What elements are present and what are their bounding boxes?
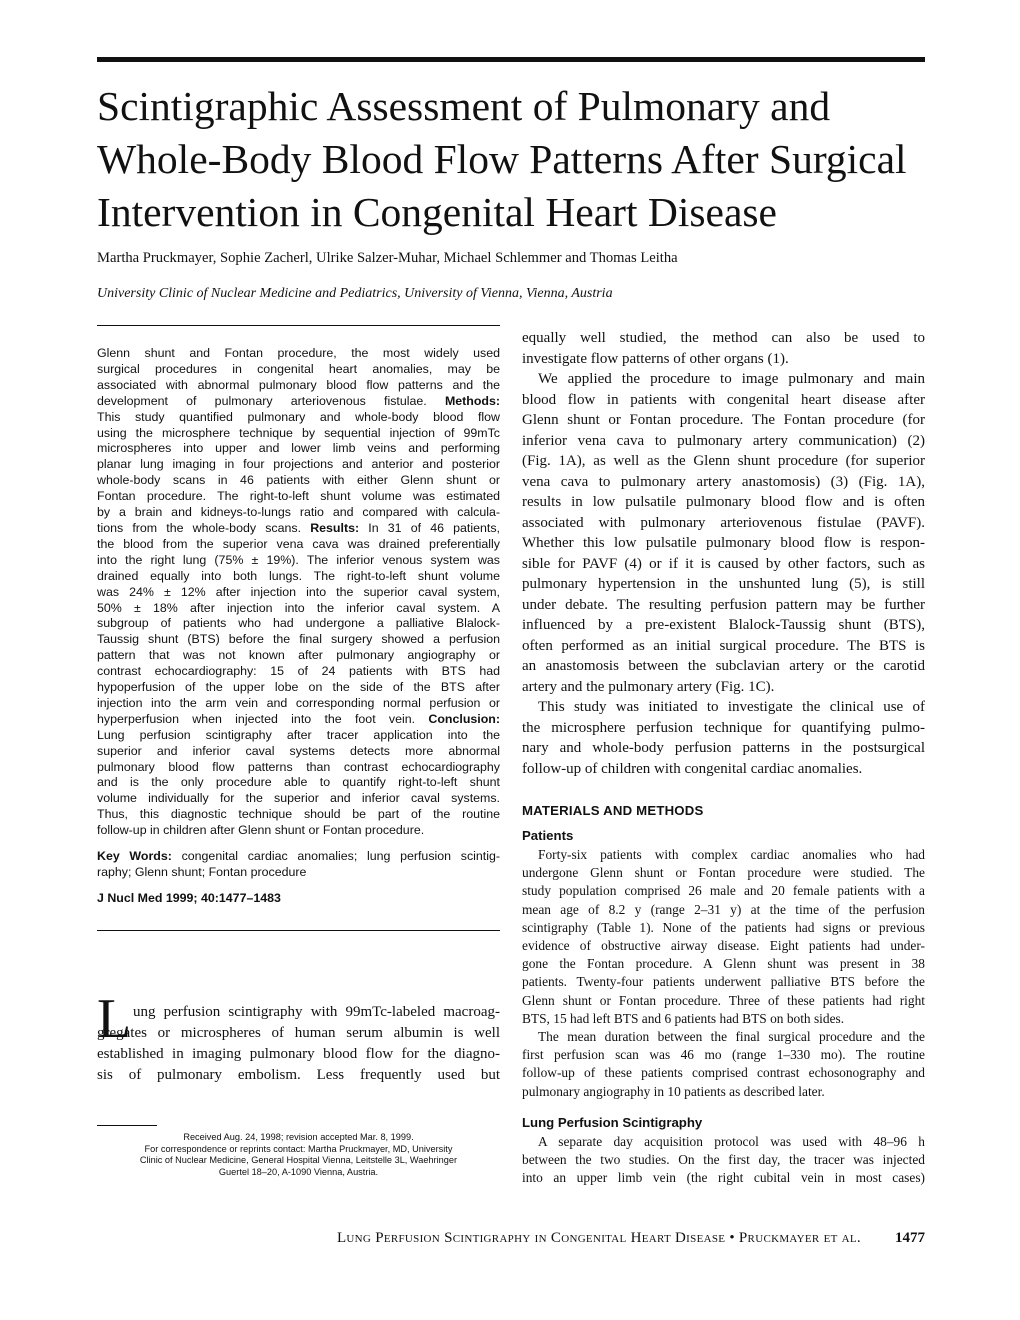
abstract-line: subgroup of patients who had undergone a palliative Blalock- xyxy=(97,616,500,631)
text-line: sible for PAVF (4) or if it is caused by other factors, such as xyxy=(522,555,925,572)
author-list: Martha Pruckmayer, Sophie Zacherl, Ulrike Salzer-Muhar, Michael Schlemmer and Thomas Leitha xyxy=(97,250,678,266)
abstract-line xyxy=(97,521,500,537)
introduction xyxy=(97,1002,500,1086)
text-line: follow-up of children with congenital cardiac anomalies. xyxy=(522,760,863,777)
text-line: vena cava to pulmonary artery anastomosis) (3) (Fig. 1A), xyxy=(522,473,925,490)
text-line: between the two studies. On the first day, the tracer was injected xyxy=(522,1152,925,1168)
top-rule xyxy=(97,57,925,62)
abstract-line-part: tions from the whole-body scans. xyxy=(97,520,302,535)
abstract-top-rule xyxy=(97,325,500,326)
text-line: undergone Glenn shunt or Fontan procedure were studied. The xyxy=(522,865,925,881)
text-line: BTS, 15 had left BTS and 6 patients had BTS on both sides. xyxy=(522,1010,845,1026)
abstract-line: Lung perfusion scintigraphy after tracer application into the xyxy=(97,727,500,742)
abstract-line xyxy=(97,712,500,728)
text-line: the microsphere perfusion technique for quantifying pulmo- xyxy=(522,719,925,736)
text-line: under debate. The resulting perfusion pattern may be further xyxy=(522,596,925,613)
abstract-line: contrast echocardiography: 15 of 24 patients with BTS had xyxy=(97,664,500,679)
intro-line: established in imaging pulmonary blood flow for the diagno- xyxy=(97,1046,500,1062)
abstract-line-part: development of pulmonary arteriovenous fistulae. xyxy=(97,393,427,408)
abstract-line: superior and inferior caval systems detects more abnormal xyxy=(97,743,500,758)
text-line: artery and the pulmonary artery (Fig. 1C). xyxy=(522,678,775,695)
abstract-line: the blood from the superior vena cava was drained preferentially xyxy=(97,536,500,551)
text-line: investigate flow patterns of other organs (1). xyxy=(522,350,789,367)
text-line: patients. Twenty-four patients underwent palliative BTS before the xyxy=(522,974,925,990)
journal-reference: J Nucl Med 1999; 40:1477–1483 xyxy=(97,890,281,905)
abstract-line: pulmonary blood flow patterns than contrast echocardiography xyxy=(97,759,500,774)
paragraph-procedure xyxy=(522,369,925,697)
correspondence-line: Guertel 18–20, A-1090 Vienna, Austria. xyxy=(218,1166,379,1177)
text-line: Forty-six patients with complex cardiac anomalies who had xyxy=(538,847,925,862)
abstract-line: This study quantified pulmonary and whole-body blood flow xyxy=(97,409,500,424)
abstract-line: and is the only procedure able to quantify right-to-left shunt xyxy=(97,775,500,790)
methods-label: Methods: xyxy=(444,393,500,408)
results-label: Results: xyxy=(310,520,360,535)
abstract-line-part: hyperperfusion when injected into the foot vein. xyxy=(97,711,416,726)
article-title xyxy=(97,80,937,239)
abstract-line: Thus, this diagnostic technique should be part of the routine xyxy=(97,807,500,822)
abstract-line: was 24% ± 12% after injection into the superior caval system, xyxy=(97,584,500,599)
subheading-patients: Patients xyxy=(522,828,574,843)
paragraph-duration xyxy=(522,1028,925,1101)
abstract-line: associated with abnormal pulmonary blood flow patterns and the xyxy=(97,377,500,392)
text-line: study population comprised 26 male and 20 female patients with a xyxy=(522,883,925,899)
text-line: pulmonary hypertension in the unshunted lung (5), is still xyxy=(522,576,925,592)
footnote xyxy=(97,1125,500,1178)
abstract-line: injection into the arm vein and corresponding normal perfusion or xyxy=(97,695,500,710)
text-line: inferior vena cava to pulmonary artery communication) (2) xyxy=(522,432,925,449)
text-line: pulmonary angiography in 10 patients as described later. xyxy=(522,1083,825,1099)
abstract-line: planar lung imaging in four projections and anterior and posterior xyxy=(97,457,500,472)
keywords xyxy=(97,849,500,881)
text-line: We applied the procedure to image pulmonary and main xyxy=(538,371,925,387)
text-line: influenced by a pre-existent Blalock-Taussig shunt (BTS), xyxy=(522,617,925,633)
abstract-line: Fontan procedure. The right-to-left shunt volume was estimated xyxy=(97,489,500,504)
running-title: Lung Perfusion Scintigraphy in Congenital Heart Disease • Pruckmayer et al. xyxy=(336,1230,861,1246)
abstract-line: Taussig shunt (BTS) before the final surgery showed a perfusion xyxy=(97,632,500,647)
text-line: The mean duration between the final surgical procedure and the xyxy=(538,1029,925,1045)
abstract-line: 50% ± 18% after injection into the inferior caval system. A xyxy=(97,600,500,615)
abstract-bottom-rule xyxy=(97,930,500,931)
keywords-text: congenital cardiac anomalies; lung perfusion scintig- xyxy=(181,849,500,864)
conclusion-label: Conclusion: xyxy=(428,711,500,726)
text-line: blood flow in patients with congenital heart disease after xyxy=(522,391,925,408)
abstract-line: surgical procedures in congenital heart anomalies, may be xyxy=(97,361,500,376)
abstract-line: microspheres into upper and lower limb veins and performing xyxy=(97,441,500,456)
text-line: gone the Fontan procedure. A Glenn shunt was present in 38 xyxy=(522,956,925,972)
intro-line: gregates or microspheres of human serum albumin is well xyxy=(97,1025,500,1041)
text-line: mean age of 8.2 y (range 2–31 y) at the time of the perfusion xyxy=(522,901,925,917)
text-line: This study was initiated to investigate the clinical use of xyxy=(538,699,925,715)
text-line: an anastomosis between the subclavian artery or the carotid xyxy=(522,658,925,674)
footnote-rule xyxy=(97,1125,157,1126)
title-line: Intervention in Congenital Heart Disease xyxy=(97,189,777,235)
abstract-line: hypoperfusion of the upper lobe on the side of the BTS after xyxy=(97,680,500,695)
abstract-line: follow-up in children after Glenn shunt or Fontan procedure. xyxy=(97,823,425,838)
section-heading-materials-methods: MATERIALS AND METHODS xyxy=(522,803,704,818)
text-line: first perfusion scan was 46 mo (range 1–330 mo). The routine xyxy=(522,1047,925,1063)
text-line: often performed as an initial surgical procedure. The BTS is xyxy=(522,637,925,654)
abstract-text xyxy=(97,346,500,907)
keywords-label: Key Words: xyxy=(97,849,172,864)
title-line: Scintigraphic Assessment of Pulmonary and xyxy=(97,83,831,129)
text-line: nary and whole-body perfusion patterns in the postsurgical xyxy=(522,740,925,756)
paragraph-patients xyxy=(522,846,925,1028)
paragraph-lung-perfusion xyxy=(522,1133,925,1188)
abstract-line: volume individually for the superior and inferior caval systems. xyxy=(97,791,500,806)
abstract-line: Glenn shunt and Fontan procedure, the most widely used xyxy=(97,346,500,360)
text-line: A separate day acquisition protocol was used with 48–96 h xyxy=(538,1133,925,1149)
text-line: follow-up of these patients comprised contrast echosonography and xyxy=(522,1065,925,1081)
text-line: evidence of obstructive airway disease. Eight patients had under- xyxy=(522,938,925,954)
intro-continuation xyxy=(522,328,925,369)
abstract-line xyxy=(97,394,500,410)
received-note: Received Aug. 24, 1998; revision accepted Mar. 8, 1999. xyxy=(183,1132,414,1142)
page-number: 1477 xyxy=(895,1230,925,1246)
keywords-line: raphy; Glenn shunt; Fontan procedure xyxy=(97,865,307,879)
text-line: Glenn shunt or Fontan procedure. Three of these patients had right xyxy=(522,992,925,1008)
results-lead: In 31 of 46 patients, xyxy=(368,520,500,535)
text-line: Whether this low pulsatile pulmonary blood flow is respon- xyxy=(522,535,925,551)
intro-line: ung perfusion scintigraphy with 99mTc-labeled macroag- xyxy=(133,1004,500,1020)
text-line: equally well studied, the method can also be used to xyxy=(522,330,925,346)
abstract xyxy=(97,325,500,931)
intro-line: sis of pulmonary embolism. Less frequently used but xyxy=(97,1067,500,1083)
abstract-line: into the right lung (75% ± 19%). The inferior venous system was xyxy=(97,552,500,567)
correspondence-line: For correspondence or reprints contact: Martha Pruckmayer, MD, University xyxy=(144,1143,453,1154)
affiliation: University Clinic of Nuclear Medicine and Pediatrics, University of Vienna, Vienna, Austria xyxy=(97,286,613,301)
abstract-line: using the microsphere technique by sequential injection of 99mTc xyxy=(97,425,500,440)
text-line: Glenn shunt or Fontan procedure. The Fontan procedure (for xyxy=(522,412,925,428)
drop-cap: L xyxy=(97,988,132,1050)
abstract-line: drained equally into both lungs. The right-to-left shunt volume xyxy=(97,568,500,583)
keywords-line xyxy=(97,849,500,865)
title-line: Whole-Body Blood Flow Patterns After Surgical xyxy=(97,136,907,182)
abstract-line: by a brain and kidneys-to-lungs ratio and compared with calcula- xyxy=(97,505,500,520)
subheading-lung-perfusion: Lung Perfusion Scintigraphy xyxy=(522,1114,703,1130)
paragraph-aim xyxy=(522,697,925,779)
text-line: into an upper limb vein (the right cubital vein in most cases) xyxy=(522,1170,925,1186)
correspondence-line: Clinic of Nuclear Medicine, General Hospital Vienna, Leitstelle 3L, Waehringer xyxy=(139,1155,458,1165)
right-column xyxy=(522,328,925,1187)
abstract-line: whole-body scans in 46 patients with either Glenn shunt or xyxy=(97,473,500,488)
text-line: (Fig. 1A), as well as the Glenn shunt procedure (for superior xyxy=(522,453,925,469)
text-line: associated with pulmonary arteriovenous fistulae (PAVF). xyxy=(522,514,925,531)
text-line: scintigraphy (Table 1). None of the patients had signs or previous xyxy=(522,919,925,935)
text-line: results in low pulsatile pulmonary blood flow and is often xyxy=(522,494,925,510)
abstract-line: pattern that was not known after pulmonary angiography or xyxy=(97,648,500,663)
